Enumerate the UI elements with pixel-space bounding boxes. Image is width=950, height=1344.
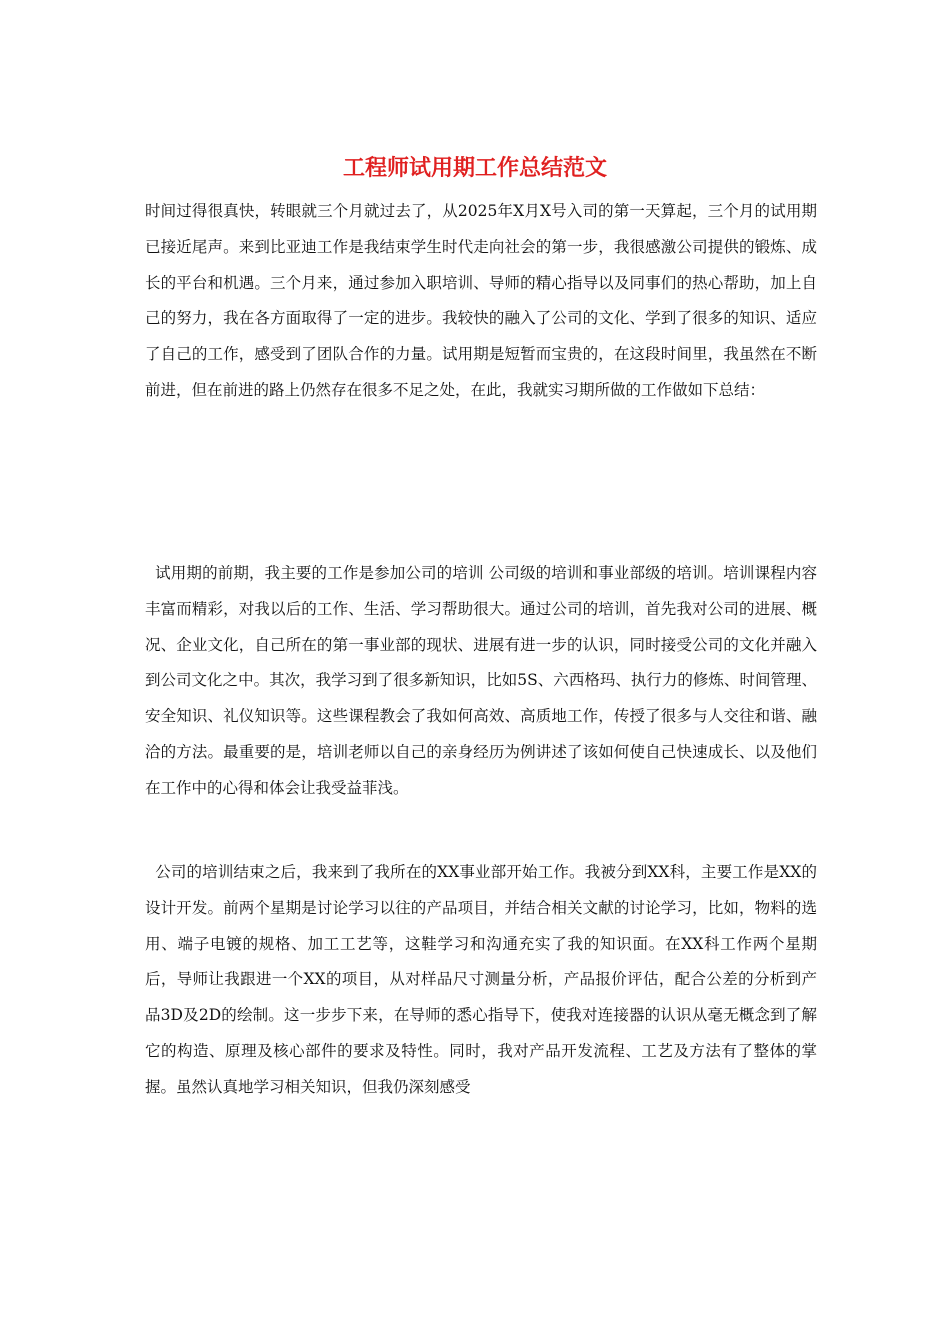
paragraph-department-work: 公司的培训结束之后，我来到了我所在的XX事业部开始工作。我被分到XX科，主要工作是XX的设计开发。前两个星期是讨论学习以往的产品项目，并结合相关文献的讨论学习，比如，物料的选用、端子电镀的规格、加工工艺等，这鞋学习和沟通充实了我的知识面。在XX科工作两个星期后，导师让我跟进一个XX的项目，从对样品尺寸测量分析，产品报价评估，配合公差的分析到产品3D及2D的绘制。这一步步下来，在导师的悉心指导下，使我对连接器的认识从毫无概念到了解它的构造、原理及核心部件的要求及特性。同时，我对产品开发流程、工艺及方法有了整体的掌握。虽然认真地学习相关知识，但我仍深刻感受 — [145, 863, 817, 1096]
paragraph-intro: 时间过得很真快，转眼就三个月就过去了，从2025年X月X号入司的第一天算起，三个月的试用期已接近尾声。来到比亚迪工作是我结束学生时代走向社会的第一步，我很感激公司提供的锻炼、成长的平台和机遇。三个月来，通过参加入职培训、导师的精心指导以及同事们的热心帮助，加上自己的努力，我在各方面取得了一定的进步。我较快的融入了公司的文化、学到了很多的知识、适应了自己的工作，感受到了团队合作的力量。试用期是短暂而宝贵的，在这段时间里，我虽然在不断前进，但在前进的路上仍然存在很多不足之处，在此，我就实习期所做的工作做如下总结： — [145, 202, 817, 399]
document-title: 工程师试用期工作总结范文 — [342, 155, 607, 181]
paragraph-training: 试用期的前期，我主要的工作是参加公司的培训 公司级的培训和事业部级的培训。培训课程内容丰富而精彩，对我以后的工作、生活、学习帮助很大。通过公司的培训，首先我对公司的进展、概况、企业文化，自己所在的第一事业部的现状、进展有进一步的认识，同时接受公司的文化并融入到公司文化之中。其次，我学习到了很多新知识，比如5S、六西格玛、执行力的修炼、时间管理、安全知识、礼仪知识等。这些课程教会了我如何高效、高质地工作，传授了很多与人交往和谐、融洽的方法。最重要的是，培训老师以自己的亲身经历为例讲述了该如何使自己快速成长、以及他们在工作中的心得和体会让我受益菲浅。 — [145, 564, 817, 797]
